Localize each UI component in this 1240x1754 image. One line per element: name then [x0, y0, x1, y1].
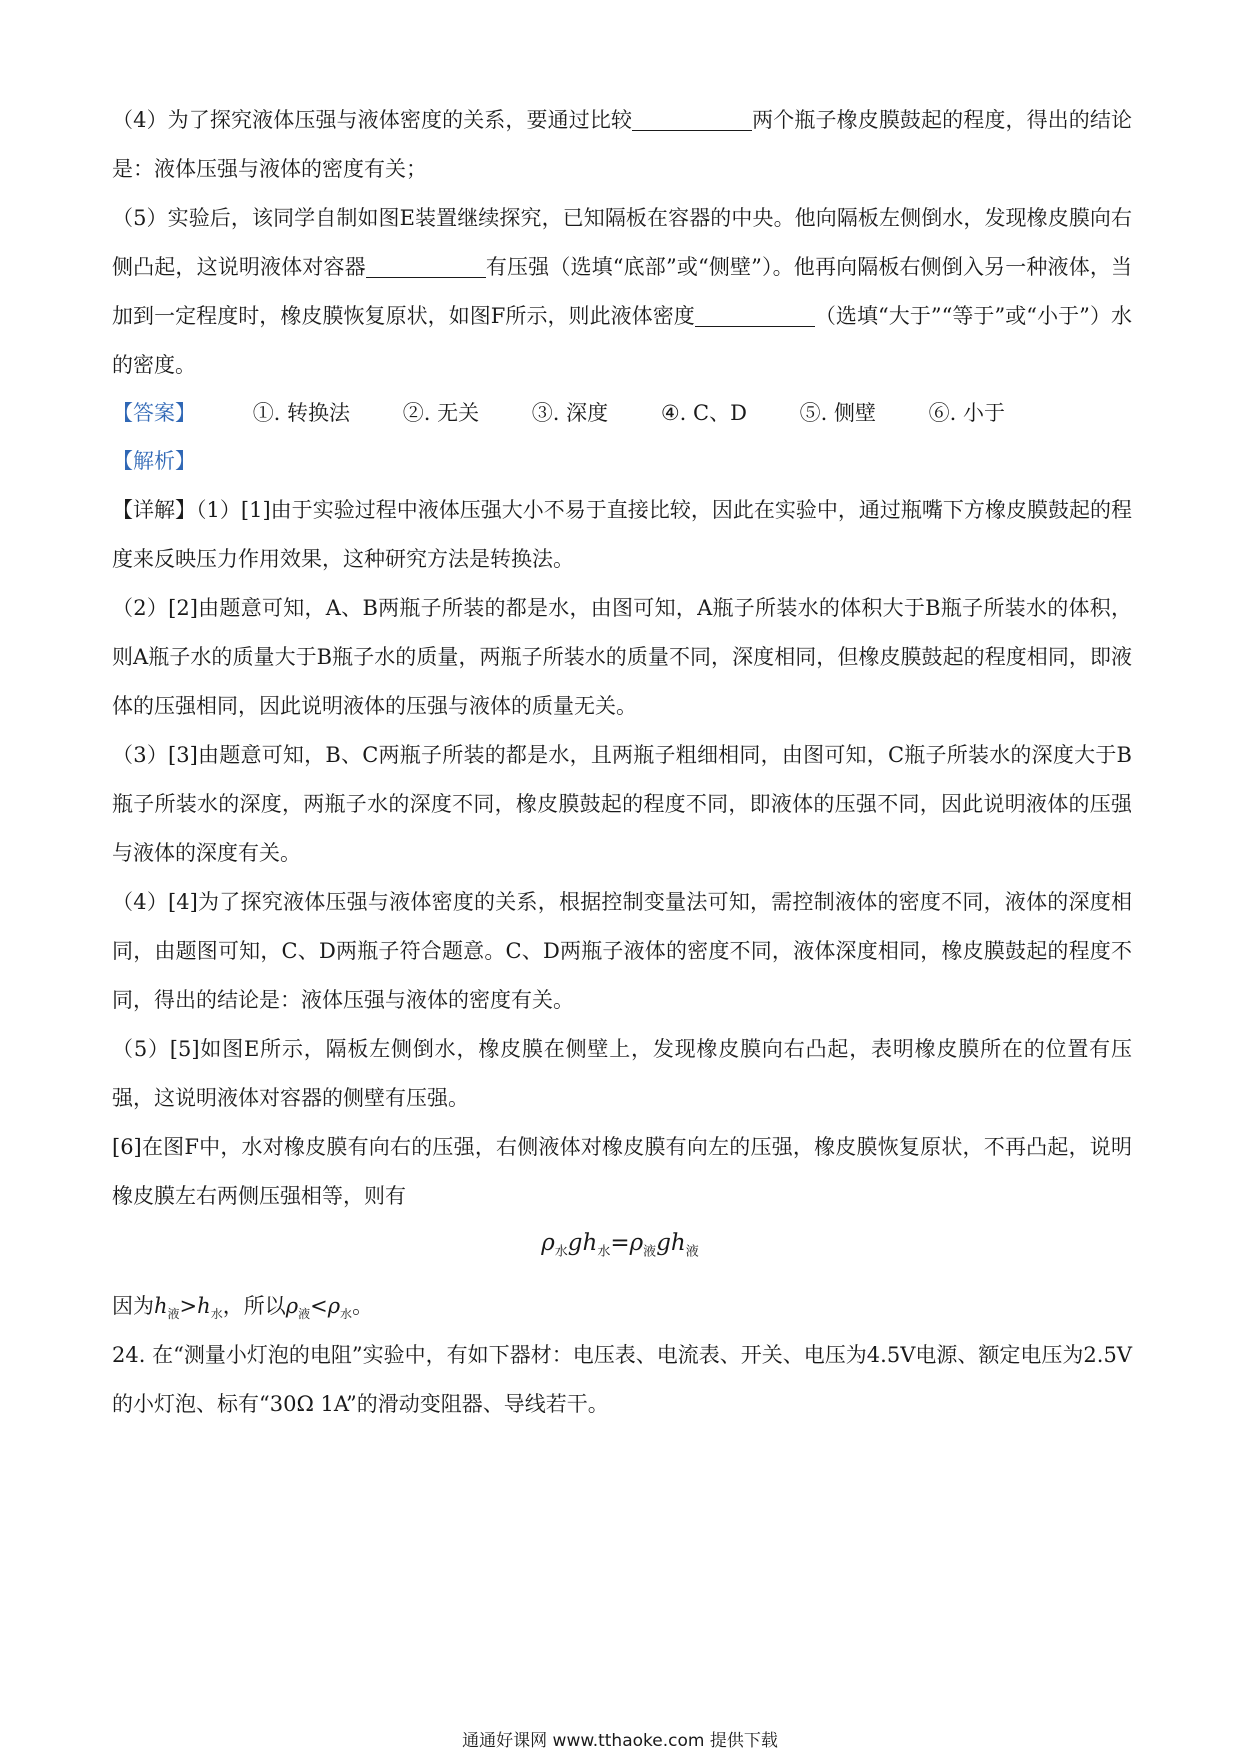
explanation-p6: [6]在图F中，水对橡皮膜有向右的压强，右侧液体对橡皮膜有向左的压强，橡皮膜恢复原状，不再凸起，说明橡皮膜左右两侧压强相等，则有: [112, 1135, 1132, 1208]
answer-blank-1: [632, 110, 752, 131]
question-part-4: [112, 96, 1132, 194]
explanation-p2: （2）[2]由题意可知，A、B两瓶子所装的都是水，由图可知，A瓶子所装水的体积大于B瓶子所装水的体积，则A瓶子水的质量大于B瓶子水的质量，两瓶子所装水的质量不同，深度相同，但橡皮膜鼓起的程度相同，即液体的压强相同，因此说明液体的压强与液体的质量无关。: [112, 596, 1132, 718]
explanation-p5: （5）[5]如图E所示，隔板左侧倒水，橡皮膜在侧壁上，发现橡皮膜向右凸起，表明橡皮膜所在的位置有压强，这说明液体对容器的侧壁有压强。: [112, 1037, 1132, 1110]
conclusion-line: 因为$h_液>h_水$，所以$\rho_液<\rho_水$。: [112, 1294, 374, 1322]
q5-seg-3: （选填“大于”“等于”或“小于”）水的密度。: [112, 304, 1132, 377]
footer-source: 通通好课网 www.tthaoke.com 提供下载: [462, 1731, 778, 1751]
answer-row: [112, 393, 1051, 433]
answer-blank-3: [695, 306, 815, 327]
q5-seg-2: 有压强（选填“底部”或“侧壁”）。他再向隔板右侧倒入另一种液体，当加到一定程度时，橡皮膜恢复原状，如图F所示，则此液体密度: [112, 255, 1132, 328]
analysis-tag: 【解析】: [112, 449, 196, 473]
question-part-5: [112, 194, 1132, 390]
answer-item-3: ③. 深度: [531, 401, 609, 425]
pressure-equation: $\rho_水gh_水=\rho_液gh_液$: [541, 1230, 699, 1260]
q5-seg-1: （5）实验后，该同学自制如图E装置继续探究，已知隔板在容器的中央。他向隔板左侧倒水，发现橡皮膜向右侧凸起，这说明液体对容器: [112, 206, 1132, 279]
explanation-p1: 【详解】（1）[1]由于实验过程中液体压强大小不易于直接比较，因此在实验中，通过瓶嘴下方橡皮膜鼓起的程度来反映压力作用效果，这种研究方法是转换法。: [112, 498, 1132, 571]
q4-text-after: 两个瓶子橡皮膜鼓起的程度，得出的结论是：液体压强与液体的密度有关；: [112, 108, 1133, 181]
answer-item-1: ①. 转换法: [252, 401, 351, 425]
answer-item-4: ④. C、D: [660, 401, 747, 425]
answer-item-5: ⑤. 侧壁: [799, 401, 876, 425]
answer-item-6: ⑥. 小于: [928, 401, 1006, 425]
explanation-p3: （3）[3]由题意可知，B、C两瓶子所装的都是水，且两瓶子粗细相同，由图可知，C瓶子所装水的深度大于B瓶子所装水的深度，两瓶子水的深度不同，橡皮膜鼓起的程度不同，即液体的压强不同，因此说明液体的压强与液体的深度有关。: [112, 743, 1132, 865]
question-24: 24. 在“测量小灯泡的电阻”实验中，有如下器材：电压表、电流表、开关、电压为4.5V电源、额定电压为2.5V的小灯泡、标有“30Ω 1A”的滑动变阻器、导线若干。: [112, 1343, 1132, 1416]
answer-tag: 【答案】: [112, 401, 196, 425]
q4-text-before: （4）为了探究液体压强与液体密度的关系，要通过比较: [112, 108, 633, 132]
answer-blank-2: [366, 257, 486, 278]
answer-item-2: ②. 无关: [402, 401, 480, 425]
explanation-p4: （4）[4]为了探究液体压强与液体密度的关系，根据控制变量法可知，需控制液体的密度不同，液体的深度相同，由题图可知，C、D两瓶子符合题意。C、D两瓶子液体的密度不同，液体深度相同，橡皮膜鼓起的程度不同，得出的结论是：液体压强与液体的密度有关。: [112, 890, 1132, 1012]
